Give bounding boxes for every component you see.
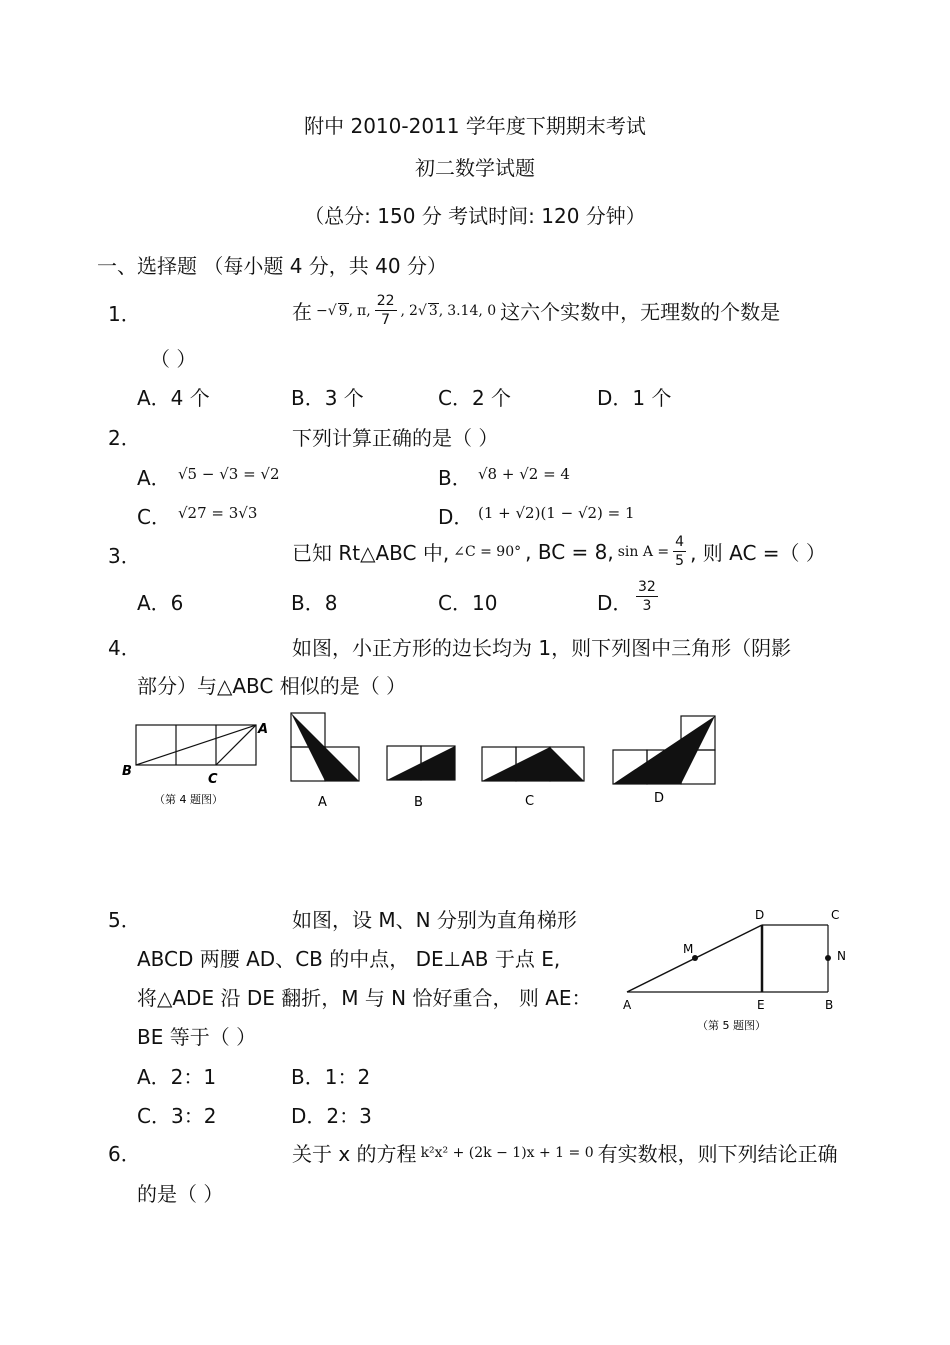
q3-fraction: $\frac{4}{5}$ xyxy=(675,534,685,569)
question-4-line1: 如图，小正方形的边长均为 1，则下列图中三角形（阴影 xyxy=(292,636,792,660)
q1-two-sqrt3: 2√ 3, xyxy=(408,302,444,319)
option-d-label: D xyxy=(654,791,665,806)
option-a-math: √5 − √3 = √2 xyxy=(178,465,280,483)
q3-pre: 已知 Rt△ABC 中, xyxy=(292,541,450,565)
figure-4-option-c xyxy=(479,743,589,810)
question-number: 5． xyxy=(108,908,141,932)
question-number: 2． xyxy=(108,426,141,450)
page-title: 附中 2010-2011 学年度下期期末考试 xyxy=(304,114,646,138)
q1-tail-nums: 3.14, 0 xyxy=(447,302,497,319)
option-c-math: √27 = 3√3 xyxy=(178,504,258,522)
question-5-line4: BE 等于（ ） xyxy=(137,1025,257,1049)
question-number: 4． xyxy=(108,636,141,660)
q1-fraction: $\frac{22}{7}$ xyxy=(376,293,395,328)
fig4-label-a: A xyxy=(258,722,269,737)
option-a: A．4 个 xyxy=(137,386,210,410)
option-c: C．3：2 xyxy=(137,1104,217,1128)
page-subtitle: 初二数学试题 xyxy=(415,156,535,180)
option-b-label: B． xyxy=(438,466,472,490)
question-2-stem: 下列计算正确的是（ ） xyxy=(292,426,499,450)
fig5-caption: （第 5 题图） xyxy=(697,1019,766,1032)
figure-4-option-a xyxy=(288,710,363,810)
fig4-label-b: B xyxy=(122,764,132,779)
q3-tail: , 则 AC =（ ） xyxy=(690,541,826,565)
option-b-math: √8 + √2 = 4 xyxy=(478,465,570,483)
question-4-line2: 部分）与△ABC 相似的是（ ） xyxy=(137,674,407,698)
q1-pi: π, xyxy=(357,302,371,319)
fig4-caption: （第 4 题图） xyxy=(154,793,223,806)
q1-neg-sqrt9: −√ 9, xyxy=(316,302,354,319)
fig5-label-a: A xyxy=(623,998,632,1012)
q3-mid: , BC = 8, xyxy=(525,539,614,564)
fig5-label-c: C xyxy=(831,908,840,922)
figure-4-option-b xyxy=(384,742,459,810)
question-6-line2: 的是（ ） xyxy=(137,1182,224,1206)
q6-equation: k²x² + (2k − 1)x + 1 = 0 xyxy=(420,1144,594,1161)
option-d-label: D． xyxy=(597,591,633,615)
option-d-math: (1 + √2)(1 − √2) = 1 xyxy=(478,504,635,522)
figure-4-option-d xyxy=(610,712,722,810)
fig5-label-n: N xyxy=(837,949,846,963)
question-number: 1． xyxy=(108,302,141,326)
question-6-stem xyxy=(292,1138,838,1167)
option-c: C．10 xyxy=(438,591,498,615)
answer-paren: （ ） xyxy=(150,347,197,371)
option-c: C．2 个 xyxy=(438,386,512,410)
option-c-label: C． xyxy=(137,505,171,529)
fig5-label-d: D xyxy=(755,908,765,922)
exam-info: （总分: 150 分 考试时间: 120 分钟） xyxy=(304,204,646,228)
question-5-line1: 如图，设 M、N 分别为直角梯形 xyxy=(292,908,577,932)
option-a-label: A． xyxy=(137,466,171,490)
option-d-fraction: $\frac{32}{3}$ xyxy=(638,579,656,614)
q1-pre: 在 xyxy=(292,300,312,324)
option-b: B．8 xyxy=(291,591,338,615)
figure-5-trapezoid xyxy=(615,905,855,1035)
question-3-stem xyxy=(292,533,826,570)
fig4-label-c: C xyxy=(208,772,218,787)
fig5-label-m: M xyxy=(683,942,694,956)
question-5-line2: ABCD 两腰 AD、CB 的中点， DE⊥AB 于点 E, xyxy=(137,947,561,971)
fig5-label-b: B xyxy=(825,998,834,1012)
figure-4-reference xyxy=(118,715,278,810)
q3-sin: sin A = xyxy=(617,543,670,560)
q6-text: 有实数根，则下列结论正确 xyxy=(597,1142,838,1166)
question-number: 6． xyxy=(108,1142,141,1166)
q3-angle: ∠C = 90° xyxy=(453,543,522,560)
option-b: B．3 个 xyxy=(291,386,364,410)
question-number: 3． xyxy=(108,544,141,568)
option-a: A．6 xyxy=(137,591,184,615)
option-d: D．2：3 xyxy=(291,1104,372,1128)
option-d: D．1 个 xyxy=(597,386,672,410)
option-a: A．2：1 xyxy=(137,1065,217,1089)
option-b: B．1：2 xyxy=(291,1065,371,1089)
q1-text: 这六个实数中，无理数的个数是 xyxy=(500,300,781,324)
fig5-label-e: E xyxy=(757,998,765,1012)
option-c-label: C xyxy=(525,794,535,809)
option-d-label: D． xyxy=(438,505,474,529)
q6-pre: 关于 x 的方程 xyxy=(292,1142,417,1166)
question-5-line3: 将△ADE 沿 DE 翻折，M 与 N 恰好重合， 则 AE： xyxy=(137,986,592,1010)
option-a-label: A xyxy=(318,795,327,810)
question-1-stem: 在 −√ 9, π, $\frac{22}{7}$ , 2√ 3, 3.14, 0 这六个实数中，无理数的个数是 xyxy=(292,293,781,328)
option-b-label: B xyxy=(414,795,423,810)
section-heading: 一、选择题 （每小题 4 分，共 40 分） xyxy=(97,254,447,278)
